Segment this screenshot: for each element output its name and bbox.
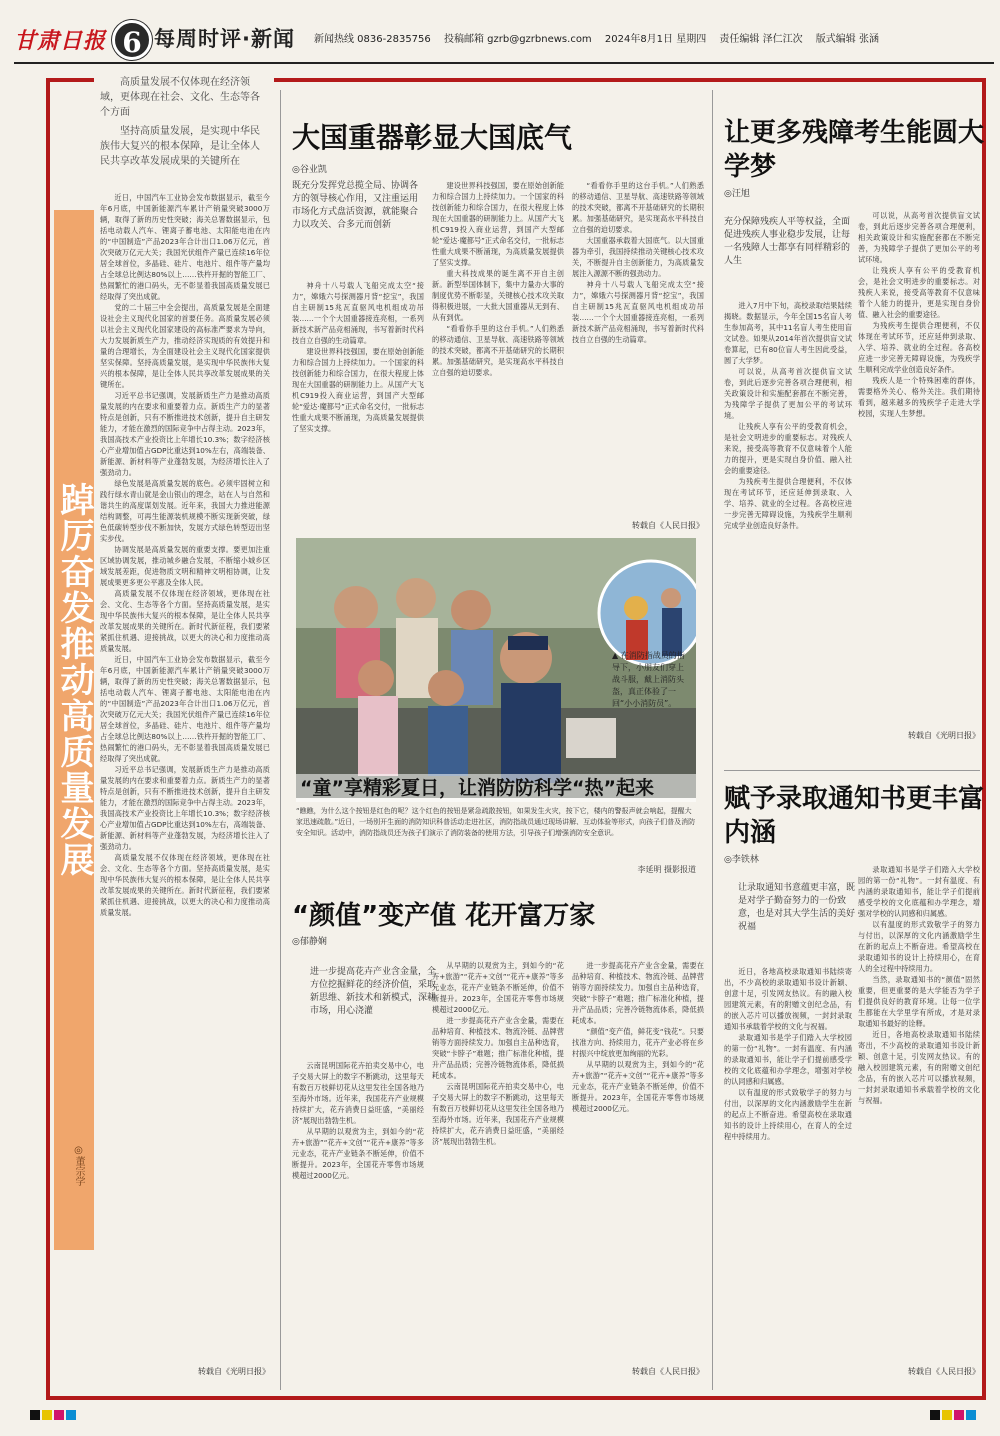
article3-paragraph: 从早期的以观赏为主，到如今的“花卉+旅游”“花卉+文创”“花卉+康养”等多元业态，花卉产业链条不断延伸，价值不断提升。2023年，全国花卉零售市场规模超过2000亿元。 bbox=[292, 1127, 424, 1180]
editor: 责任编辑 泽仁江次 bbox=[719, 34, 803, 45]
photo-credit: 李延明 摄影报道 bbox=[637, 865, 696, 874]
article2-byline: ◎汪旭 bbox=[724, 189, 750, 199]
date: 2024年8月1日 星期四 bbox=[604, 34, 707, 45]
article3-paragraph: 云南昆明国际花卉拍卖交易中心，电子交易大屏上的数字不断跳动，这里每天有数百万枝鲜切花从这里发往全国各地乃至海外市场。近年来，我国花卉产业规模持续扩大，花卉消费日益旺盛，“美丽经济”展现出勃勃生机。 bbox=[432, 1082, 564, 1146]
article4-paragraph: 以有温度的形式致敬学子的努力与付出，以深厚的文化内涵激励学生在新的起点上不断奋进。希望高校在录取通知书的设计上持续用心，在育人的全过程中持续用力。 bbox=[858, 920, 980, 973]
registration-mark bbox=[54, 1410, 64, 1420]
editorial-paragraph: 近日，中国汽车工业协会发布数据显示，截至今年6月底，中国新能源汽车累计产销量突破3000万辆，取得了新的历史性突破；海关总署数据显示，包括电动载人汽车、锂离子蓄电池、太阳能电池在内的“中国制造”产品2023年合计出口1.06万亿元，首次突破万亿元大关；我国光伏组件产量已连续16年位居全球首位，多晶硅、硅片、电池片、组件等产量均占全球总比例达80%以上……铁杵开掘的智能工厂、热闹繁忙的港口码头，无不彰显着我国高质量发展已经取得了突出成就。 bbox=[100, 193, 270, 301]
article4-byline: ◎李铁林 bbox=[724, 855, 759, 865]
article3-paragraph: 从早期的以观赏为主，到如今的“花卉+旅游”“花卉+文创”“花卉+康养”等多元业态，花卉产业链条不断延伸，价值不断提升。2023年，全国花卉零售市场规模超过2000亿元。 bbox=[432, 961, 564, 1014]
email: 投稿邮箱 gzrb@gzrbnews.com bbox=[443, 34, 592, 45]
registration-mark bbox=[966, 1410, 976, 1420]
article4-paragraph: 当然，录取通知书的“颜值”固然重要，但更重要的是大学能否为学子们提供良好的教育环境。让每一位学生都能在大学里学有所成，才是对录取通知书最好的诠释。 bbox=[858, 975, 980, 1028]
registration-mark bbox=[942, 1410, 952, 1420]
article1-paragraph: 重大科技成果的诞生离不开自主创新。新型举国体制下，集中力量办大事的制度优势不断彰显，关键核心技术攻关取得积极进展，一大批大国重器从无到有、从有到优。 bbox=[432, 269, 564, 322]
article2-source: 转载自《光明日报》 bbox=[908, 731, 980, 740]
registration-mark bbox=[30, 1410, 40, 1420]
article1-col2 bbox=[432, 180, 564, 530]
article4-paragraph: 录取通知书是学子们踏入大学校园的第一份“礼物”。一封有温度、有内涵的录取通知书，能让学子们提前感受学校的文化底蕴和办学理念，增强对学校的认同感和归属感。 bbox=[724, 1033, 852, 1086]
article3-title: “颜值”变产值 花开富万家 bbox=[292, 901, 596, 931]
editorial-paragraph: 党的二十届三中全会提出，高质量发展是全面建设社会主义现代化国家的首要任务。高质量发展必须以社会主义现代化国家建设的高标准严要求为导向，大力发展新质生产力，推动经济实现质的有效提升和量的合理增长，为全面建设社会主义现代化国家提供坚实保障。坚持高质量发展，是实现中华民族伟大复兴的根本保障，是让全体人民共享改革发展成果的关键所在。 bbox=[100, 303, 270, 389]
article4-paragraph: 录取通知书是学子们踏入大学校园的第一份“礼物”。一封有温度、有内涵的录取通知书，能让学子们提前感受学校的文化底蕴和办学理念，增强对学校的认同感和归属感。 bbox=[858, 865, 980, 918]
article3-paragraph: 从早期的以观赏为主，到如今的“花卉+旅游”“花卉+文创”“花卉+康养”等多元业态，花卉产业链条不断延伸，价值不断提升。2023年，全国花卉零售市场规模超过2000亿元。 bbox=[572, 1060, 704, 1113]
article1-paragraph: 建设世界科技强国，要在原始创新能力和综合国力上持续加力。一个国家的科技创新能力和综合国力，在很大程度上体现在大国重器的研制能力上。从国产大飞机C919投入商业运营，到国产大型邮轮“爱达·魔都号”正式命名交付，一批标志性重大成果不断涌现，为高质量发展提供了坚实支撑。 bbox=[432, 181, 564, 267]
article1-paragraph: 建设世界科技强国，要在原始创新能力和综合国力上持续加力。一个国家的科技创新能力和综合国力，在很大程度上体现在大国重器的研制能力上。从国产大飞机C919投入商业运营，到国产大型邮轮“爱达·魔都号”正式命名交付，一批标志性重大成果不断涌现，为高质量发展提供了坚实支撑。 bbox=[292, 347, 424, 433]
article3-paragraph: 进一步提高花卉产业含金量，需要在品种培育、种植技术、物流冷链、品牌营销等方面持续发力。加强自主品种选育，突破“卡脖子”难题；推广标准化种植，提升产品品质；完善冷链物流体系，降低损耗成本。 bbox=[432, 1016, 564, 1080]
photo-caption-title: “童”享精彩夏日，让消防防科学“热”起来 bbox=[296, 774, 696, 802]
designer: 版式编辑 张涵 bbox=[815, 34, 879, 45]
column-divider bbox=[280, 90, 281, 1390]
column-divider bbox=[712, 90, 713, 1390]
article1-paragraph: 神舟十八号载人飞船完成太空“接力”，嫦娥六号探测器月背“挖宝”，我国自主研制15兆瓦直驱风电机组成功吊装……一个个大国重器接连亮相，一系列新技术新产品竞相涌现，书写着新时代科技自立自强的生动篇章。 bbox=[292, 281, 424, 345]
article3-col1 bbox=[292, 1060, 424, 1360]
editorial-byline: ◎董宗学 bbox=[73, 1144, 84, 1186]
article1-paragraph: “看看你手里的这台手机。”人们熟悉的移动通信、卫星导航、高速铁路等领域的技术突破，都离不开基础研究的长期积累。加强基础研究，是实现高水平科技自立自强的迫切要求。 bbox=[432, 324, 564, 377]
article2-col2 bbox=[858, 210, 980, 730]
editorial-paragraph: 协调发展是高质量发展的重要支撑。要更加注重区域协调发展，推动城乡融合发展，不断缩小城乡区域发展差距，促进物质文明和精神文明相协调，让发展成果更多更公平惠及全体人民。 bbox=[100, 545, 270, 587]
article1-paragraph: 神舟十八号载人飞船完成太空“接力”，嫦娥六号探测器月背“挖宝”，我国自主研制15兆瓦直驱风电机组成功吊装……一个个大国重器接连亮相，一系列新技术新产品竞相涌现，书写着新时代科技自立自强的生动篇章。 bbox=[572, 280, 704, 344]
section-divider bbox=[724, 770, 980, 771]
editorial-source: 转载自《光明日报》 bbox=[198, 1367, 270, 1376]
article2-paragraph: 为残疾考生提供合理便利，不仅体现在考试环节，还应延伸到录取、入学、培养、就业的全过程。各高校应进一步完善无障碍设施，为残疾学生顺利完成学业创造良好条件。 bbox=[858, 321, 980, 374]
article1-col3 bbox=[572, 180, 704, 520]
article4-col1 bbox=[724, 966, 852, 1356]
registration-mark bbox=[930, 1410, 940, 1420]
editorial-paragraph: 绿色发展是高质量发展的底色。必须牢固树立和践行绿水青山就是金山银山的理念，站在人与自然和谐共生的高度谋划发展。近年来，我国大力推进能源结构调整，可再生能源装机规模不断实现新突破，绿色低碳转型步伐不断加快，发展方式绿色转型迈出坚实步伐。 bbox=[100, 479, 270, 543]
photo-inset-caption: ▲ 在消防指战员的指导下，小朋友们穿上战斗服，戴上消防头盔，真正体验了一回“小小消防员”。 bbox=[612, 651, 685, 708]
article1-summary: 既充分发挥党总揽全局、协调各方的领导核心作用，又注重运用市场化方式盘活资源，就能聚合力以攻关、合多元而创新 bbox=[292, 181, 419, 230]
article4-source: 转载自《人民日报》 bbox=[908, 1367, 980, 1376]
article4-summary: 让录取通知书意蕴更丰富，既是对学子勤奋努力的一份致意，也是对其大学生活的美好祝福 bbox=[738, 883, 856, 932]
editorial-paragraph: 高质量发展不仅体现在经济领域，更体现在社会、文化、生态等各个方面。坚持高质量发展，是实现中华民族伟大复兴的根本保障，是让全体人民共享改革发展成果的关键所在。新时代新征程，我们要紧紧抓住机遇、迎接挑战，以更大的决心和力度推动高质量发展。 bbox=[100, 853, 270, 917]
article3-col3 bbox=[572, 960, 704, 1355]
article3-paragraph: “颜值”变产值，鲜花变“钱花”。只要找准方向、持续用力，花卉产业必将在乡村振兴中绽放更加绚丽的光彩。 bbox=[572, 1027, 704, 1058]
article2-summary: 充分保障残疾人平等权益，全面促进残疾人事业稳步发展，让每一名残障人士都享有同样精彩的人生 bbox=[724, 217, 851, 266]
article1-paragraph: 大国重器承载着大国底气。以大国重器为牵引，我国持续推动关键核心技术攻关，不断提升自主创新能力，为高质量发展注入源源不断的强劲动力。 bbox=[572, 236, 704, 278]
article3-source: 转载自《人民日报》 bbox=[632, 1367, 704, 1376]
article2-paragraph: 让残疾人享有公平的受教育机会，是社会文明进步的重要标志。对残疾人来说，接受高等教育不仅意味着个人能力的提升，更是实现自身价值、融入社会的重要途径。 bbox=[858, 266, 980, 319]
article3-summary: 进一步提高花卉产业含金量，全方位挖掘鲜花的经济价值，采取新思维、新技术和新模式，深耕市场，用心浇灌 bbox=[310, 967, 437, 1016]
article1-title: 大国重器彰显大国底气 bbox=[292, 121, 573, 154]
header-meta bbox=[314, 28, 994, 52]
article2-title: 让更多残障考生能圆大学梦 bbox=[724, 118, 985, 182]
article3-col2 bbox=[432, 960, 564, 1360]
editorial-paragraph: 高质量发展不仅体现在经济领域，更体现在社会、文化、生态等各个方面。坚持高质量发展，是实现中华民族伟大复兴的根本保障，是让全体人民共享改革发展成果的关键所在。新时代新征程，我们要紧紧抓住机遇、迎接挑战，以更大的决心和力度推动高质量发展。 bbox=[100, 589, 270, 653]
photo-caption-text: “瞧瞧，为什么这个按钮是红色的呢？这个红色的按钮是紧急疏散按钮，如果发生火灾，按下它，楼内的警报声就会响起，提醒大家迅速疏散。”近日，一场别开生面的消防知识科普活动走进社区，消防指战员通过现场讲解、互动体验等形式，向孩子们普及消防安全知识。活动中，消防指战员还为孩子们演示了消防装备的使用方法，引导孩子们增强消防安全意识。 bbox=[296, 807, 696, 837]
editorial-body bbox=[100, 192, 270, 1352]
registration-mark bbox=[954, 1410, 964, 1420]
editorial-summary-2: 坚持高质量发展，是实现中华民族伟大复兴的根本保障，是让全体人民共享改革发展成果的关键所在 bbox=[100, 126, 260, 167]
article1-paragraph: “看看你手里的这台手机。”人们熟悉的移动通信、卫星导航、高速铁路等领域的技术突破，都离不开基础研究的长期积累。加强基础研究，是实现高水平科技自立自强的迫切要求。 bbox=[572, 181, 704, 234]
section-title: 每周时评·新闻 bbox=[154, 27, 295, 51]
article2-col1 bbox=[724, 300, 852, 760]
article3-paragraph: 云南昆明国际花卉拍卖交易中心，电子交易大屏上的数字不断跳动，这里每天有数百万枝鲜切花从这里发往全国各地乃至海外市场。近年来，我国花卉产业规模持续扩大，花卉消费日益旺盛，“美丽经济”展现出勃勃生机。 bbox=[292, 1061, 424, 1125]
header-rule bbox=[14, 62, 994, 64]
newspaper-logo: 甘肃日报 bbox=[14, 28, 107, 54]
page-number: 6 bbox=[112, 20, 152, 60]
editorial-paragraph: 习近平总书记强调，发展新质生产力是推动高质量发展的内在要求和重要着力点。新质生产力的显著特点是创新，只有不断推进技术创新，提升自主研发能力，才能在激烈的国际竞争中占得主动。2023年，我国高技术产业投资比上年增长10.3%；数字经济核心产业增加值占GDP比重达到10%左右，高端装备、新能源、新材料等产业蓬勃发展，为经济增长注入了强劲动力。 bbox=[100, 765, 270, 851]
article4-col2 bbox=[858, 864, 980, 1354]
editorial-summary-1: 高质量发展不仅体现在经济领域，更体现在社会、文化、生态等各个方面 bbox=[100, 77, 260, 118]
article2-paragraph: 让残疾人享有公平的受教育机会，是社会文明进步的重要标志。对残疾人来说，接受高等教育不仅意味着个人能力的提升，更是实现自身价值、融入社会的重要途径。 bbox=[724, 422, 852, 475]
hotline: 新闻热线 0836-2835756 bbox=[314, 34, 431, 45]
article1-col1 bbox=[292, 280, 424, 530]
article3-byline: ◎郁静娴 bbox=[292, 937, 327, 947]
article4-paragraph: 以有温度的形式致敬学子的努力与付出，以深厚的文化内涵激励学生在新的起点上不断奋进。希望高校在录取通知书的设计上持续用心，在育人的全过程中持续用力。 bbox=[724, 1088, 852, 1141]
editorial-summary bbox=[100, 75, 268, 185]
article4-paragraph: 近日，各地高校录取通知书陆续寄出，不少高校的录取通知书设计新颖、创意十足，引发网友热议。有的融入校园建筑元素，有的附赠文创纪念品，有的嵌入芯片可以播放视频，一封封录取通知书承载着学校的文化与祝福。 bbox=[858, 1030, 980, 1105]
article2-paragraph: 进入7月中下旬，高校录取结果陆续揭晓。数据显示，今年全国15名盲人考生参加高考，其中11名盲人考生使用盲文试卷。如果从2014年首次提供盲文试卷算起，已有80位盲人考生因此受益，圆了大学梦。 bbox=[724, 301, 852, 365]
article3-paragraph: 进一步提高花卉产业含金量，需要在品种培育、种植技术、物流冷链、品牌营销等方面持续发力。加强自主品种选育，突破“卡脖子”难题；推广标准化种植，提升产品品质；完善冷链物流体系，降低损耗成本。 bbox=[572, 961, 704, 1025]
article2-paragraph: 可以说，从高考首次提供盲文试卷，到此后逐步完善各项合理便利，相关政策设计和实施配套都在不断完善，为残障学子提供了更加公平的考试环境。 bbox=[858, 211, 980, 264]
editorial-paragraph: 习近平总书记强调，发展新质生产力是推动高质量发展的内在要求和重要着力点。新质生产力的显著特点是创新，只有不断推进技术创新，提升自主研发能力，才能在激烈的国际竞争中占得主动。2023年，我国高技术产业投资比上年增长10.3%；数字经济核心产业增加值占GDP比重达到10%左右，高端装备、新能源、新材料等产业蓬勃发展，为经济增长注入了强劲动力。 bbox=[100, 391, 270, 477]
article1-byline: ◎谷业凯 bbox=[292, 165, 327, 175]
article4-title: 赋予录取通知书更丰富内涵 bbox=[724, 784, 985, 848]
registration-mark bbox=[42, 1410, 52, 1420]
editorial-paragraph: 近日，中国汽车工业协会发布数据显示，截至今年6月底，中国新能源汽车累计产销量突破3000万辆，取得了新的历史性突破；海关总署数据显示，包括电动载人汽车、锂离子蓄电池、太阳能电池在内的“中国制造”产品2023年合计出口1.06万亿元，首次突破万亿元大关；我国光伏组件产量已连续16年位居全球首位，多晶硅、硅片、电池片、组件等产量均占全球总比例达80%以上……铁杵开掘的智能工厂、热闹繁忙的港口码头，无不彰显着我国高质量发展已经取得了突出成就。 bbox=[100, 655, 270, 763]
article1-source: 转载自《人民日报》 bbox=[632, 521, 704, 530]
article2-paragraph: 残疾人是一个特殊困难的群体，需要格外关心、格外关注。我们期待看到，越来越多的残疾学子走进大学校园，实现人生梦想。 bbox=[858, 376, 980, 418]
registration-mark bbox=[66, 1410, 76, 1420]
editorial-headline: 踔厉奋发推动高质量发展 bbox=[54, 482, 94, 878]
article2-paragraph: 可以说，从高考首次提供盲文试卷，到此后逐步完善各项合理便利，相关政策设计和实施配套都在不断完善，为残障学子提供了更加公平的考试环境。 bbox=[724, 367, 852, 420]
article2-paragraph: 为残疾考生提供合理便利，不仅体现在考试环节，还应延伸到录取、入学、培养、就业的全过程。各高校应进一步完善无障碍设施，为残疾学生顺利完成学业创造良好条件。 bbox=[724, 477, 852, 530]
article4-paragraph: 近日，各地高校录取通知书陆续寄出，不少高校的录取通知书设计新颖、创意十足，引发网友热议。有的融入校园建筑元素，有的附赠文创纪念品，有的嵌入芯片可以播放视频，一封封录取通知书承载着学校的文化与祝福。 bbox=[724, 967, 852, 1031]
